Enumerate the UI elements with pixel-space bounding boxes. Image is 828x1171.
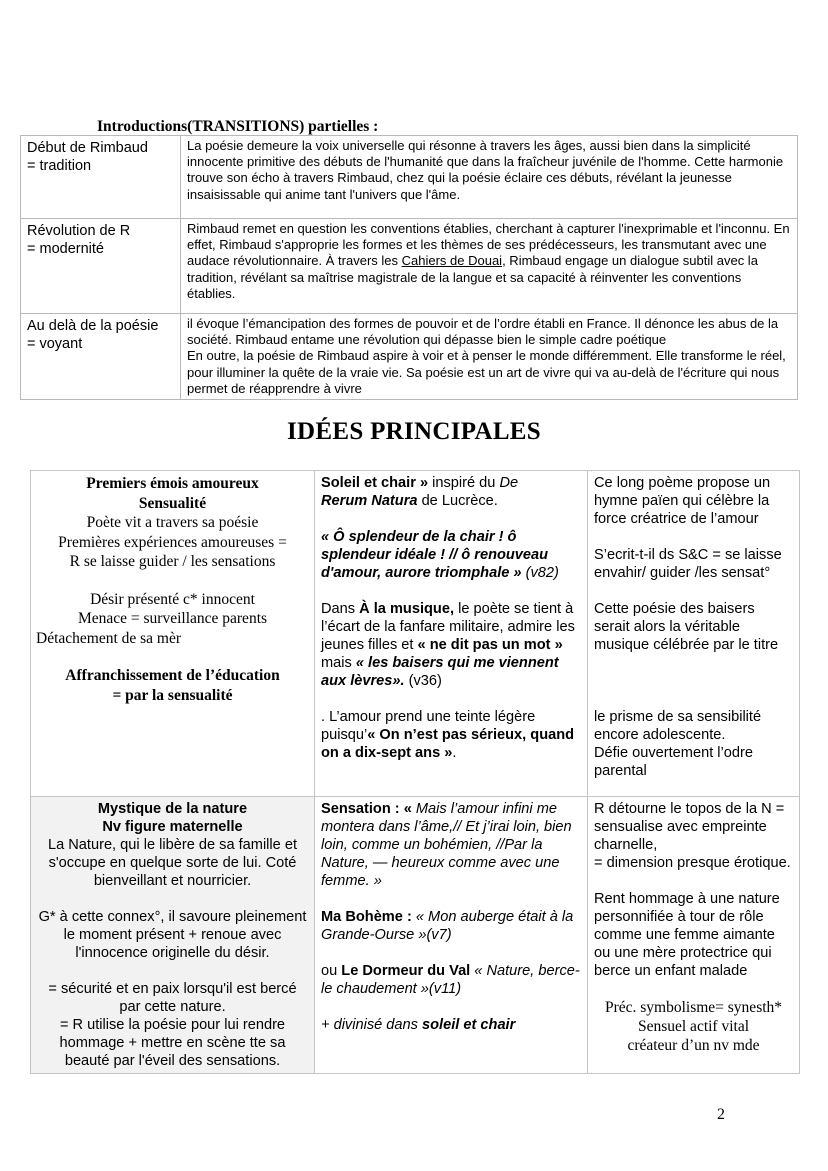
theme-line: Poète vit a travers sa poésie (86, 514, 259, 531)
example-paragraph: . L’amour prend une teinte légère puisqu’« On n’est pas sérieux, quand on a dix-sept ans ». (321, 709, 575, 761)
analysis-paragraph: R détourne le topos de la N = sensualise avec empreinte charnelle, (594, 801, 785, 853)
theme-cell (31, 797, 315, 1074)
theme-cell (31, 471, 315, 797)
examples-cell (315, 797, 588, 1074)
analysis-line: le prisme de sa sensibilité (594, 709, 762, 725)
theme-paragraph: = sécurité et en paix lorsqu'il est bercé par cette nature. (48, 981, 297, 1015)
example-paragraph: Sensation : « Mais l’amour infini me montera dans l’âme,// Et j’irai loin, bien loin, comme un bohémien, //Par la Nature, — heureux comme avec une femme. » (321, 801, 572, 889)
analysis-line: Sensuel actif vital (637, 1018, 750, 1035)
intro-text: il évoque l’émancipation des formes de pouvoir et de l’ordre établi en France. Il dénonce les abus de la société. Rimbaud entame une révolution qui dépasse bien le simple cadre poétique (187, 316, 779, 348)
table-row (21, 314, 798, 400)
page-number: 2 (717, 1106, 725, 1123)
theme-line: Premières expériences amoureuses = (58, 533, 287, 551)
analysis-paragraph: = dimension presque érotique. (594, 855, 791, 871)
example-paragraph: ou Le Dormeur du Val « Nature, berce-le chaudement »(v11) (321, 963, 580, 997)
intro-text-cell (181, 136, 798, 219)
intro-text-cell (181, 314, 798, 400)
theme-paragraph: = R utilise la poésie pour lui rendre hommage + mettre en scène tte sa beauté par l'éveil des sensations. (59, 1017, 286, 1069)
analysis-line: Défie ouvertement l’odre parental (594, 745, 753, 779)
theme-heading: Sensualité (138, 494, 207, 512)
theme-line: R se laisse guider / les sensations (69, 553, 276, 570)
analysis-paragraph: S’ecrit-t-il ds S&C = se laisse envahir/ guider /les sensat° (594, 547, 782, 581)
analysis-cell (588, 797, 800, 1074)
intro-label: Au delà de la poésie (27, 318, 159, 334)
analysis-paragraph: Rent hommage à une nature personnifiée à tour de rôle comme une femme aimante ou une mère protectrice qui berce un enfant malade (594, 891, 780, 979)
analysis-line: créateur d’un nv mde (627, 1037, 760, 1054)
intro-table (20, 135, 798, 400)
theme-line: Détachement de sa mèr (36, 629, 182, 647)
example-paragraph: + divinisé dans soleil et chair (321, 1017, 516, 1033)
theme-line: Désir présenté c* innocent (90, 590, 255, 608)
examples-cell (315, 471, 588, 797)
theme-line: Menace = surveillance parents (77, 610, 268, 627)
intro-text-part: Rimbaud remet en question les conventions établies, cherchant à capturer l'inexprimable et l'inconnu. En effet, Rimbaud s'approprie les formes et les thèmes de ses prédécesseurs, les transmutant avec une audace révolutionnaire. À travers les (187, 221, 790, 269)
analysis-line: encore adolescente. (594, 727, 726, 743)
theme-heading: Nv figure maternelle (102, 819, 243, 835)
intro-label-cell (21, 219, 181, 314)
table-row (31, 797, 800, 1074)
intro-text-cell (181, 219, 798, 314)
analysis-paragraph: Ce long poème propose un hymne païen qui célèbre la force créatrice de l’amour (594, 475, 771, 527)
intro-label-cell (21, 136, 181, 219)
analysis-cell (588, 471, 800, 797)
theme-heading: = par la sensualité (112, 686, 233, 704)
table-row (21, 136, 798, 219)
intro-text: La poésie demeure la voix universelle qui résonne à travers les âges, aussi bien dans la simplicité innocente primitive des débuts de l'humanité que dans la fraîcheur juvénile de l'homme. Cette harmonie trouve son écho à travers Rimbaud, chez qui la poésie éclaire ces débuts, révélant la jeunesse insaisissable qui anime tant l'univers que l'âme. (187, 138, 784, 202)
intro-label-cell (21, 314, 181, 400)
cahiers-de-douai-link[interactable]: Cahiers de Douai (401, 253, 503, 269)
table-row (31, 471, 800, 797)
intro-text (187, 221, 791, 302)
example-paragraph: Dans À la musique, le poète se tient à l’écart de la fanfare militaire, admire les jeunes filles et « ne dit pas un mot » mais « les baisers qui me viennent aux lèvres». (v36) (321, 601, 575, 689)
quote: « Ô splendeur de la chair ! ô splendeur idéale ! // ô renouveau d'amour, aurore triomphale » (v82) (321, 529, 559, 581)
theme-heading: Affranchissement de l’éducation (65, 667, 280, 684)
intro-text-part: , Rimbaud engage un dialogue subtil avec la tradition, révélant sa maîtrise magistrale de la langue et sa capacité à réinventer les conventions établies. (187, 253, 758, 301)
intro-title: Introductions(TRANSITIONS) partielles : (97, 118, 379, 135)
theme-paragraph: G* à cette connex°, il savoure pleinement le moment présent + renoue avec l'innocence originelle du désir. (38, 909, 307, 961)
section-title: IDÉES PRINCIPALES (286, 418, 541, 445)
intro-label-sub: = tradition (27, 158, 92, 174)
theme-paragraph: La Nature, qui le libère de sa famille et s'occupe en quelque sorte de lui. Coté bienveillant et nourricier. (47, 837, 298, 889)
intro-label-sub: = modernité (27, 241, 104, 257)
analysis-line: Préc. symbolisme= synesth* (604, 999, 783, 1016)
analysis-paragraph: Cette poésie des baisers serait alors la véritable musique célébrée par le titre (594, 601, 779, 653)
intro-text: En outre, la poésie de Rimbaud aspire à voir et à penser le monde différemment. Elle transforme le réel, pour illuminer la quête de la vraie vie. Sa poésie est un art de vivre qui va au-delà de l'écriture qui nous permet de réapprendre à vivre (187, 348, 786, 396)
example-paragraph: Ma Bohème : « Mon auberge était à la Grande-Ourse »(v7) (321, 909, 574, 943)
table-row (21, 219, 798, 314)
theme-heading: Premiers émois amoureux (86, 475, 259, 492)
intro-label-sub: = voyant (27, 336, 83, 352)
intro-label: Révolution de R (27, 223, 131, 239)
ideas-table (30, 470, 800, 1074)
intro-label: Début de Rimbaud (27, 140, 148, 156)
theme-heading: Mystique de la nature (97, 801, 248, 817)
example-paragraph: Soleil et chair » inspiré du De Rerum Natura de Lucrèce. (321, 475, 519, 509)
